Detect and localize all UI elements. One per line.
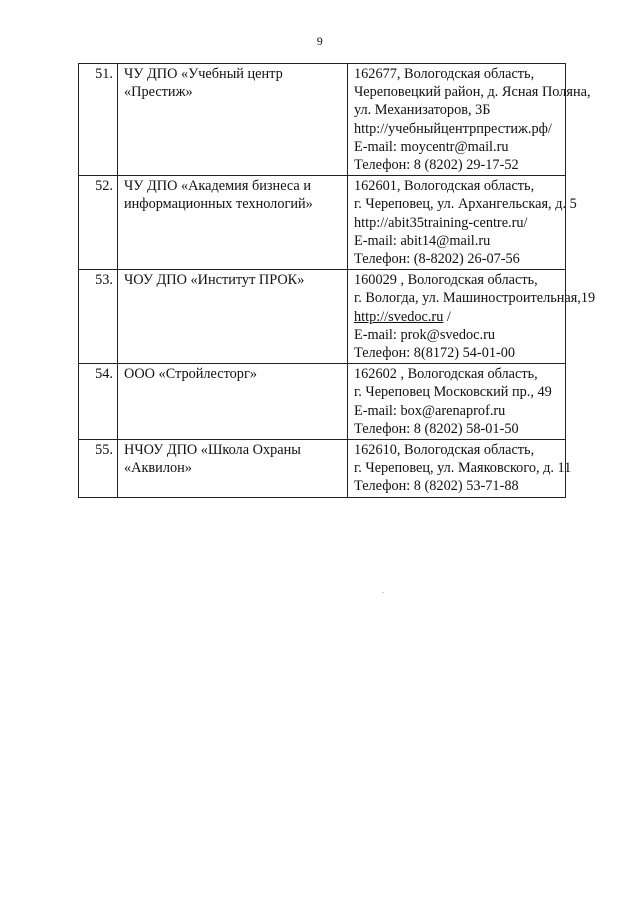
address-line: 160029 , Вологодская область, [354, 272, 538, 289]
row-number: 51. [79, 64, 118, 176]
website-suffix: / [443, 308, 451, 325]
phone-text: Телефон: (8-8202) 26-07-56 [354, 251, 520, 268]
website-text: http://abit35training-centre.ru/ [354, 214, 528, 231]
email-text: E-mail: box@arenaprof.ru [354, 402, 506, 419]
row-number: 54. [79, 364, 118, 440]
organization-name-line: ЧУ ДПО «Учебный центр [124, 66, 283, 82]
table-row [79, 364, 566, 440]
organization-name [118, 176, 348, 270]
organization-name-line: «Престиж» [124, 84, 193, 101]
row-number: 52. [79, 176, 118, 270]
table-row [79, 270, 566, 364]
row-number: 53. [79, 270, 118, 364]
organization-name-line: «Аквилон» [124, 460, 192, 477]
address-line: г. Вологда, ул. Машиностроительная,19 [354, 290, 596, 307]
organizations-table [78, 63, 596, 498]
address-line: г. Череповец, ул. Маяковского, д. 11 [354, 460, 572, 477]
organization-name [118, 64, 348, 176]
page-number: 9 [316, 34, 324, 48]
email-text: E-mail: abit14@mail.ru [354, 232, 491, 249]
organization-name-line: информационных технологий» [124, 196, 313, 213]
organization-name-line: ЧОУ ДПО «Институт ПРОК» [124, 272, 305, 289]
website-link[interactable]: http://svedoc.ru [354, 308, 444, 325]
address-line: 162601, Вологодская область, [354, 178, 535, 195]
address-line: 162677, Вологодская область, [354, 66, 535, 82]
address-line: г. Череповец, ул. Архангельская, д. 5 [354, 196, 577, 213]
organization-contacts [348, 440, 572, 498]
address-line: 162602 , Вологодская область, [354, 366, 538, 383]
phone-text: Телефон: 8 (8202) 58-01-50 [354, 420, 519, 437]
organization-contacts [348, 176, 577, 270]
address-line: 162610, Вологодская область, [354, 442, 535, 459]
website-line [354, 308, 561, 326]
table-row [79, 64, 566, 176]
website-text: http://учебныйцентрпрестиж.рф/ [354, 120, 552, 137]
organization-contacts [348, 270, 596, 364]
email-text: E-mail: prok@svedoc.ru [354, 326, 496, 343]
organization-name [118, 440, 348, 498]
organization-name-line: ООО «Стройлесторг» [124, 366, 257, 383]
email-text: E-mail: moycentr@mail.ru [354, 138, 509, 155]
address-line: Череповецкий район, д. Ясная Поляна, [354, 84, 591, 101]
organization-name [118, 270, 348, 364]
row-number: 55. [79, 440, 118, 498]
organization-contacts [348, 364, 566, 440]
address-line: г. Череповец Московский пр., 49 [354, 384, 552, 401]
phone-text: Телефон: 8 (8202) 29-17-52 [354, 157, 519, 174]
organization-name [118, 364, 348, 440]
table-row [79, 176, 566, 270]
scan-speck [382, 592, 384, 593]
organization-name-line: ЧУ ДПО «Академия бизнеса и [124, 178, 311, 195]
organization-contacts [348, 64, 591, 176]
organization-name-line: НЧОУ ДПО «Школа Охраны [124, 442, 301, 459]
phone-text: Телефон: 8(8172) 54-01-00 [354, 345, 516, 362]
address-line: ул. Механизаторов, 3Б [354, 102, 491, 119]
table-row [79, 440, 566, 498]
phone-text: Телефон: 8 (8202) 53-71-88 [354, 478, 519, 495]
